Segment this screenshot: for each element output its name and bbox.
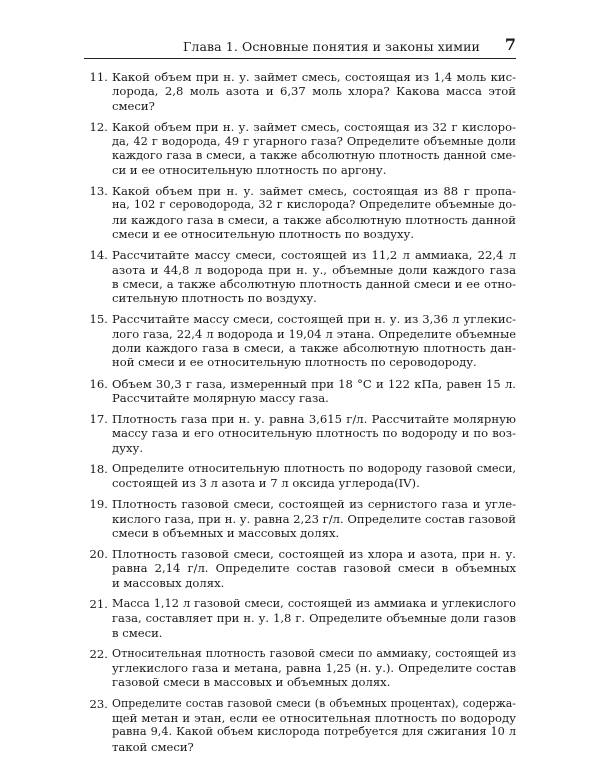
problem-number: 12. bbox=[89, 119, 108, 134]
problem-text-line: да, 42 г водорода, 49 г угарного газа? Определите объемные доли bbox=[112, 134, 516, 149]
problem-item bbox=[84, 184, 516, 241]
problem-number: 17. bbox=[89, 412, 108, 426]
problem-text-line: каждого газа в смеси, а также абсолютную плотность данной сме- bbox=[112, 148, 516, 162]
problem-text-line: газа, составляет при н. у. 1,8 г. Определите объемные доли газов bbox=[112, 611, 516, 626]
problem-item bbox=[84, 462, 516, 491]
page-number: 7 bbox=[504, 35, 516, 54]
problem-text-line: Рассчитайте массу смеси, состоящей из 11,2 л аммиака, 22,4 л bbox=[112, 248, 516, 263]
problem-number: 19. bbox=[89, 497, 108, 512]
problem-text-line: сительную плотность по воздуху. bbox=[112, 291, 317, 306]
problem-text-line: Какой объем при н. у. займет смесь, состоящая из 88 г пропа- bbox=[112, 184, 516, 198]
problem-number: 13. bbox=[89, 184, 108, 198]
problem-text-line: состоящей из 3 л азота и 7 л оксида углерода(IV). bbox=[112, 476, 420, 491]
chapter-title: Глава 1. Основные понятия и законы химии bbox=[183, 39, 480, 54]
problem-number: 15. bbox=[89, 312, 108, 327]
problem-text-line: смеси и ее относительную плотность по воздуху. bbox=[112, 227, 415, 242]
problem-text-line: лорода, 2,8 моль азота и 6,37 моль хлора? Какова масса этой bbox=[112, 84, 516, 99]
problem-text-line: такой смеси? bbox=[112, 739, 194, 754]
problem-text-line: Определите относительную плотность по водороду газовой смеси, bbox=[112, 461, 516, 475]
problem-text-line: ной смеси и ее относительную плотность по сероводороду. bbox=[112, 355, 477, 370]
page-header bbox=[84, 36, 516, 59]
problem-item bbox=[84, 70, 516, 113]
problem-text-line: равна 9,4. Какой объем кислорода потребуется для сжигания 10 л bbox=[112, 725, 516, 739]
problem-text-line: Рассчитайте массу смеси, состоящей при н. у. из 3,36 л углекис- bbox=[112, 312, 516, 327]
problem-text-line: и массовых долях. bbox=[112, 575, 225, 590]
problem-text-line: Относительная плотность газовой смеси по аммиаку, состоящей из bbox=[112, 646, 516, 660]
problem-item bbox=[84, 697, 516, 754]
problem-text-line: смеси? bbox=[112, 98, 155, 113]
problem-item bbox=[84, 120, 516, 177]
problem-text-line: ли каждого газа в смеси, а также абсолютную плотность данной bbox=[112, 212, 516, 227]
problem-number: 22. bbox=[89, 646, 108, 661]
problem-item bbox=[84, 597, 516, 640]
problem-number: 16. bbox=[89, 376, 108, 391]
problem-text-line: азота и 44,8 л водорода при н. у., объемные доли каждого газа bbox=[112, 262, 516, 277]
problem-item bbox=[84, 312, 516, 369]
problem-text-line: Какой объем при н. у. займет смесь, состоящая из 32 г кислоро- bbox=[112, 119, 516, 134]
problem-text-line: духу. bbox=[112, 440, 144, 455]
problem-text-line: равна 2,14 г/л. Определите состав газовой смеси в объемных bbox=[112, 561, 516, 576]
problem-text-line: лого газа, 22,4 л водорода и 19,04 л этана. Определите объемные bbox=[112, 326, 516, 341]
problem-text-line: на, 102 г сероводорода, 32 г кислорода? Определите объемные до- bbox=[112, 198, 516, 212]
problem-text-line: Плотность газовой смеси, состоящей из сернистого газа и угле- bbox=[112, 497, 516, 512]
problem-text-line: в смеси, а также абсолютную плотность данной смеси и ее отно- bbox=[112, 276, 516, 291]
problem-text-line: газовой смеси в массовых и объемных долях. bbox=[112, 675, 391, 690]
problem-text-line: щей метан и этан, если ее относительная плотность по водороду bbox=[112, 710, 516, 725]
problem-text-line: в смеси. bbox=[112, 625, 163, 640]
problem-text-line: смеси в объемных и массовых долях. bbox=[112, 526, 340, 540]
problem-text-line: массу газа и его относительную плотность по водороду и по воз- bbox=[112, 426, 516, 441]
problem-number: 11. bbox=[89, 70, 108, 84]
problem-text-line: Плотность газовой смеси, состоящей из хлора и азота, при н. у. bbox=[112, 547, 516, 562]
problem-number: 14. bbox=[89, 248, 108, 263]
problem-text-line: си и ее относительную плотность по аргону. bbox=[112, 162, 387, 177]
problem-text-line: Плотность газа при н. у. равна 3,615 г/л. Рассчитайте молярную bbox=[112, 412, 516, 426]
problem-number: 20. bbox=[89, 547, 108, 562]
problem-text-line: Масса 1,12 л газовой смеси, состоящей из аммиака и углекислого bbox=[112, 596, 516, 610]
problem-text-line: Какой объем при н. у. займет смесь, состоящая из 1,4 моль кис- bbox=[112, 70, 516, 84]
problem-item bbox=[84, 647, 516, 690]
problem-text-line: углекислого газа и метана, равна 1,25 (н. у.). Определите состав bbox=[112, 661, 516, 676]
problem-text-line: доли каждого газа в смеси, а также абсолютную плотность дан- bbox=[112, 341, 516, 356]
problem-text-line: кислого газа, при н. у. равна 2,23 г/л. Определите состав газовой bbox=[112, 511, 516, 526]
problem-number: 23. bbox=[89, 696, 108, 711]
problem-item bbox=[84, 412, 516, 455]
problem-number: 18. bbox=[89, 461, 108, 476]
problem-item bbox=[84, 547, 516, 590]
problem-number: 21. bbox=[89, 596, 108, 611]
problem-list bbox=[84, 70, 516, 761]
problem-text-line: Рассчитайте молярную массу газа. bbox=[112, 390, 329, 405]
problem-item bbox=[84, 497, 516, 540]
problem-text-line: Определите состав газовой смеси (в объемных процентах), содержа- bbox=[112, 696, 516, 710]
problem-item bbox=[84, 248, 516, 305]
problem-item bbox=[84, 377, 516, 406]
problem-text-line: Объем 30,3 г газа, измеренный при 18 °С и 122 кПа, равен 15 л. bbox=[112, 376, 516, 391]
